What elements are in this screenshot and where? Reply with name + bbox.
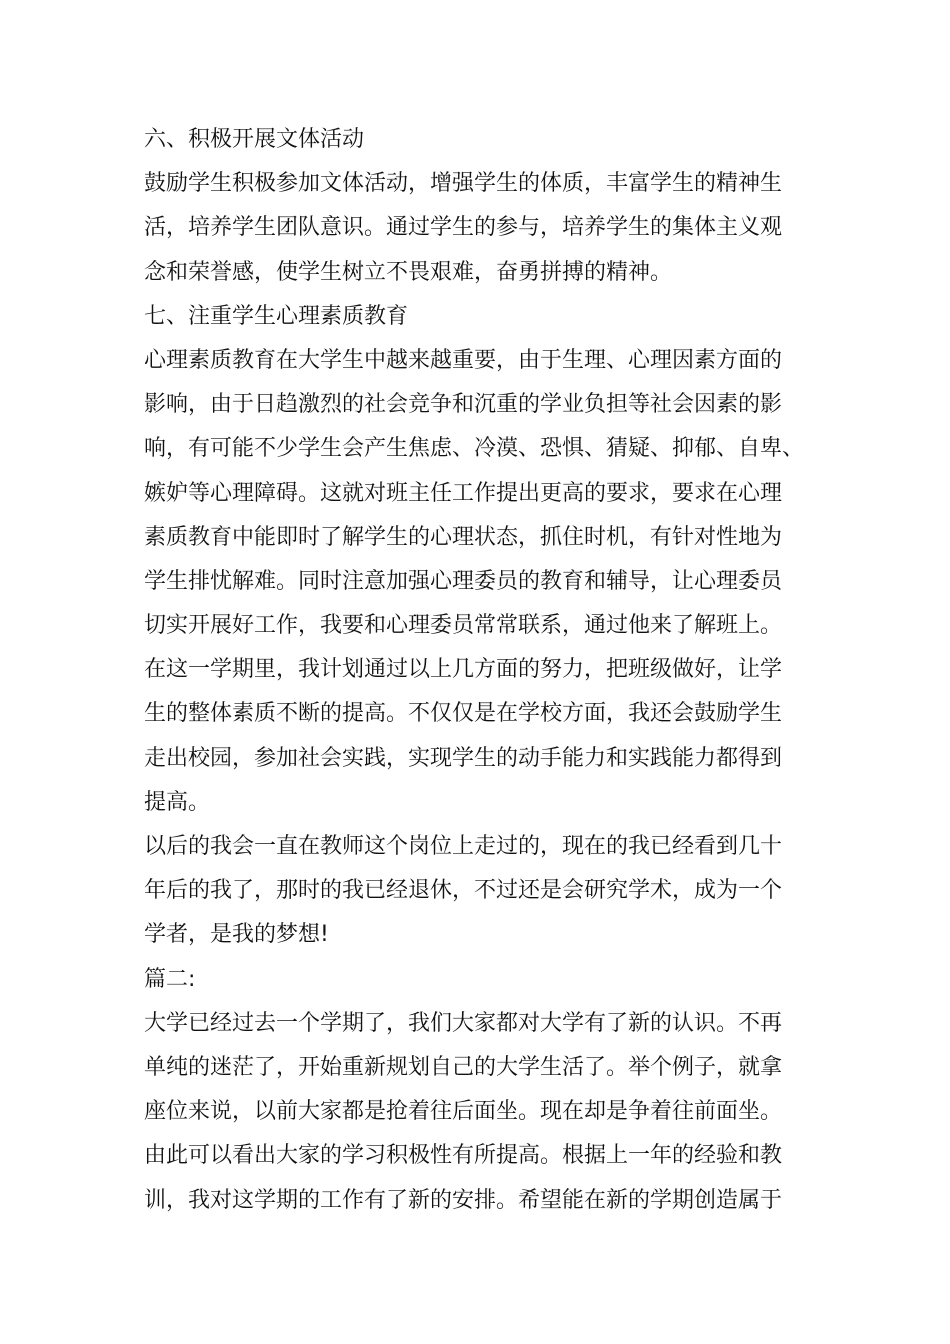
text-line: 学者，是我的梦想!	[144, 922, 329, 948]
text-line: 活，培养学生团队意识。通过学生的参与，培养学生的集体主义观	[144, 215, 783, 241]
text-line: 走出校园，参加社会实践，实现学生的动手能力和实践能力都得到	[144, 745, 783, 771]
text-line: 在这一学期里，我计划通过以上几方面的努力，把班级做好，让学	[144, 657, 783, 683]
text-line: 以后的我会一直在教师这个岗位上走过的，现在的我已经看到几十	[144, 834, 783, 859]
text-line: 影响，由于日趋激烈的社会竞争和沉重的学业负担等社会因素的影	[144, 392, 783, 418]
text-line: 切实开展好工作，我要和心理委员常常联系，通过他来了解班上。	[144, 613, 783, 639]
heading-seven: 七、注重学生心理素质教育	[144, 303, 409, 329]
text-line: 训，我对这学期的工作有了新的安排。希望能在新的学期创造属于	[144, 1187, 783, 1213]
text-line: 嫉妒等心理障碍。这就对班主任工作提出更高的要求，要求在心理	[144, 480, 783, 506]
text-line: 素质教育中能即时了解学生的心理状态，抓住时机，有针对性地为	[144, 524, 783, 550]
text-line: 座位来说，以前大家都是抢着往后面坐。现在却是争着往前面坐。	[144, 1099, 783, 1125]
text-line: 年后的我了，那时的我已经退休，不过还是会研究学术，成为一个	[144, 878, 783, 904]
text-line: 响，有可能不少学生会产生焦虑、冷漠、恐惧、猜疑、抑郁、自卑、	[144, 436, 805, 462]
text-line: 心理素质教育在大学生中越来越重要，由于生理、心理因素方面的	[144, 347, 783, 373]
text-line: 念和荣誉感，使学生树立不畏艰难，奋勇拼搏的精神。	[144, 259, 673, 285]
document-body	[144, 118, 824, 1223]
text-line: 学生排忧解难。同时注意加强心理委员的教育和辅导，让心理委员	[144, 568, 783, 594]
text-line: 大学已经过去一个学期了，我们大家都对大学有了新的认识。不再	[144, 1010, 783, 1036]
heading-six: 六、积极开展文体活动	[144, 127, 365, 152]
text-line: 提高。	[144, 789, 211, 815]
text-line: 由此可以看出大家的学习积极性有所提高。根据上一年的经验和教	[144, 1143, 783, 1169]
text-line: 生的整体素质不断的提高。不仅仅是在学校方面，我还会鼓励学生	[144, 701, 783, 727]
text-line: 单纯的迷茫了，开始重新规划自己的大学生活了。举个例子，就拿	[144, 1054, 783, 1080]
text-line: 鼓励学生积极参加文体活动，增强学生的体质，丰富学生的精神生	[144, 171, 783, 197]
section-label-part-two: 篇二:	[144, 966, 196, 992]
